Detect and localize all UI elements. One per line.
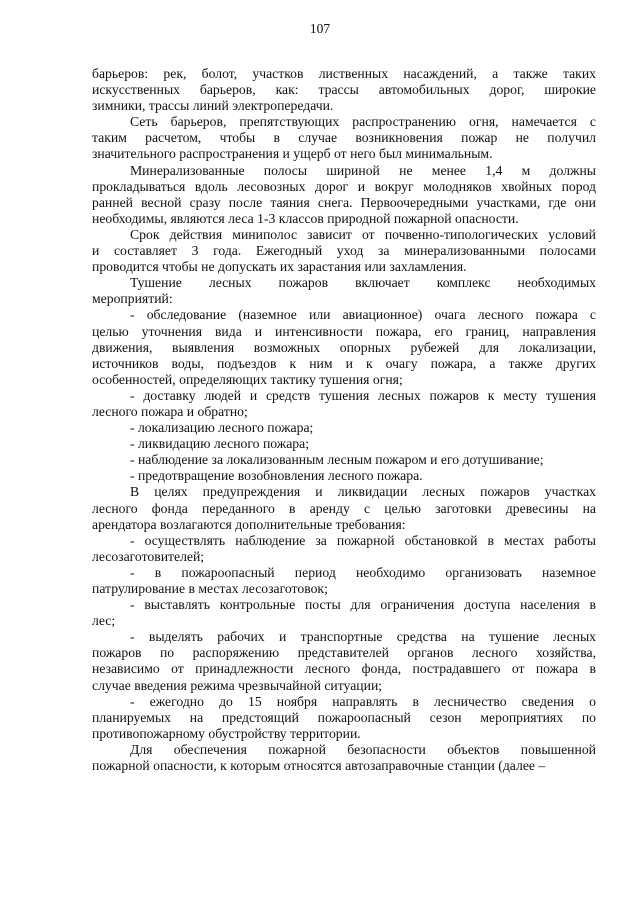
list-item-monitoring [92,452,596,468]
text-line: - осуществлять наблюдение за пожарной обстановкой в местах работы [130,532,596,548]
text-line: Тушение лесных пожаров включает комплекс необходимых [130,275,596,291]
list-item-patrol [92,565,596,597]
text-line: В целях предупреждения и ликвидации лесных пожаров участках [130,484,596,500]
text-line: мероприятий: [92,291,173,307]
text-line: - наблюдение за локализованным лесным пожаром и его дотушивание; [130,452,544,468]
list-item-workers-transport [92,629,596,693]
text-line: Срок действия миниполос зависит от почвенно-типологических условий [130,226,596,242]
paragraph-strip-duration [92,227,596,275]
text-line: независимо от принадлежности лесного фонда, пострадавшего от пожара в [92,661,596,677]
text-line: лесного пожара и обратно; [92,403,248,419]
paragraph-firefighting-intro [92,275,596,307]
text-line: - выделять рабочих и транспортные средства на тушение лесных [130,629,596,645]
text-line: пожаров по распоряжению представителей органов лесного хозяйства, [92,645,596,661]
text-line: барьеров: рек, болот, участков лиственных насаждений, а также таких [92,66,596,81]
paragraph-barriers-cont [92,66,596,114]
text-line: лес; [92,613,116,629]
list-item-annual-report [92,694,596,742]
text-line: - локализацию лесного пожара; [130,420,314,436]
text-line: особенностей, определяющих тактику тушения огня; [92,371,403,387]
text-line: случае введения режима чрезвычайной ситуации; [92,677,383,693]
text-line: необходимы, являются леса 1-3 классов природной пожарной опасности. [92,210,519,226]
text-line: ранней весной сразу после таяния снега. Первоочередными участками, где они [92,194,596,210]
paragraph-barrier-network [92,114,596,162]
text-line: планируемых на предстоящий пожароопасный сезон мероприятиях по [92,709,596,725]
text-line: проводится чтобы не допускать их зарастания или захламления. [92,259,467,275]
text-line: и составляет 3 года. Ежегодный уход за минерализованными полосами [92,243,596,259]
page-number: 107 [309,21,331,36]
text-line: лесного фонда переданного в аренду с целью заготовки древесины на [92,500,596,516]
list-item-prevention [92,468,596,484]
paragraph-fire-safety-objects [92,742,596,774]
text-line: значительного распространения и ущерб от него был минимальным. [92,146,493,162]
text-line: источников воды, подъездов к ним и к очагу пожара, а также других [92,355,596,371]
paragraph-mineralized-strips [92,163,596,227]
list-item-liquidation [92,436,596,452]
text-line: патрулирование в местах лесозаготовок; [92,581,328,596]
text-line: арендатора возлагаются дополнительные требования: [92,516,406,532]
text-line: - ежегодно до 15 ноября направлять в лесничество сведения о [130,693,596,709]
text-line: целью уточнения вида и интенсивности пожара, его границ, направления [92,323,596,339]
list-item-survey [92,307,596,387]
text-line: - выставлять контрольные посты для ограничения доступа населения в [130,597,596,613]
text-line: - в пожароопасный период необходимо организовать наземное [130,564,596,580]
paragraph-lease-requirements [92,484,596,532]
text-line: движения, выявления возможных опорных рубежей для локализации, [92,339,596,355]
text-line: противопожарному обустройству территории. [92,725,361,741]
text-line: - доставку людей и средств тушения лесных пожаров к месту тушения [130,387,596,403]
text-line: Сеть барьеров, препятствующих распространению огня, намечается с [130,114,596,130]
text-line: - предотвращение возобновления лесного пожара. [130,468,423,484]
list-item-control-posts [92,597,596,629]
text-line: Минерализованные полосы шириной не менее 1,4 м должны [130,162,596,178]
text-line: прокладываться вдоль лесовозных дорог и вокруг молодняков хвойных пород [92,178,596,194]
text-line: таким расчетом, чтобы в случае возникновения пожар не получил [92,130,596,146]
text-line: пожарной опасности, к которым относятся автозаправочные станции (далее – [92,758,546,774]
document-body [92,66,596,774]
text-line: лесозаготовителей; [92,548,205,564]
list-item-localization [92,420,596,436]
list-item-delivery [92,388,596,420]
text-line: Для обеспечения пожарной безопасности объектов повышенной [130,741,596,757]
text-line: искусственных барьеров, как: трассы автомобильных дорог, широкие [92,82,596,98]
list-item-observation [92,533,596,565]
text-line: зимники, трассы линий электропередачи. [92,98,334,114]
text-line: - ликвидацию лесного пожара; [130,436,310,452]
text-line: - обследование (наземное или авиационное) очага лесного пожара с [130,307,596,323]
